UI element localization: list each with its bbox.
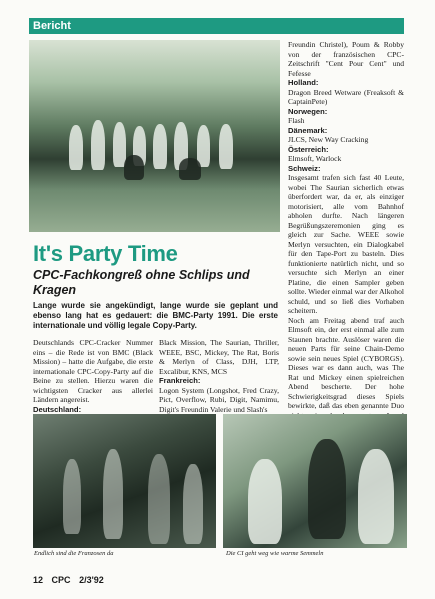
paragraph: Noch am Freitag abend traf auch Elmsoft ein, der erst einmal alle zum Staunen brachte. Auslöser waren die neuen Parts für seine Chain-Demo sowie sein neues Spiel (CYBORGS). Dieses war es dann auch, was The Rat und Mickey einen spielreichen Abend bescherte. Der hohe Schwierigkeitsgrad dieses Spiels bewirkte, daß das eben genannte Duo — [288, 315, 404, 410]
article-headline: It's Party Time — [33, 241, 178, 266]
photo-fanzine — [223, 414, 407, 548]
paragraph: Dragon Breed Wetware (Freaksoft & CaptainPete) — [288, 87, 404, 106]
article-subheadline: CPC-Fachkongreß ohne Schlips und Kragen — [33, 268, 250, 297]
text-column-1 — [33, 338, 153, 414]
country-label: Dänemark: — [288, 125, 328, 135]
paragraph: Insgesamt trafen sich fast 40 Leute, wobei The Saurian sicherlich etwas überfordert war, da er, als einziger motorisiert, alle vom Bahnhof abholen durfte. Nach längeren Begrüßungszeremonien ging es gleich zur Sache. WEEE sowie Merlyn versuchten, ein Dialogkabel für den Tape-Port zu basteln. Dies funktionierte natürlich nicht, und so versuchte sich Merlyn an einer Platine, die einen Sampler geben sollte. Wieder einmal war der Alkohol schuld, und so ließ dies Vorhaben scheitern. — [288, 173, 404, 315]
page-footer — [33, 575, 110, 585]
country-label: Frankreich: — [159, 376, 201, 385]
paragraph: JLCS, New Way Cracking — [288, 135, 369, 144]
page-number: 12 — [33, 575, 44, 585]
article-lead: Lange wurde sie angekündigt, lange wurde sie geplant und ebenso lang hat es gedauert: die BMC-Party 1991. Die erste internationale und völlig legale Copy-Party. — [33, 301, 278, 330]
photo-caption-right: Die CI geht weg wie warme Semmeln — [226, 550, 324, 557]
issue-number: 2/3'92 — [79, 575, 104, 585]
photo-caption-left: Endlich sind die Franzosen da — [34, 550, 114, 557]
paragraph: Freundin Christel), Poum & Robby von der französischen CPC-Zeitschrift "Cent Pour Cent" und Fefesse — [288, 40, 404, 78]
section-header-bar — [29, 18, 404, 34]
country-label: Norwegen: — [288, 106, 328, 116]
paragraph: Flash — [288, 116, 305, 125]
paragraph: Elmsoft, Warlock — [288, 154, 342, 163]
country-label: Schweiz: — [288, 163, 321, 173]
paragraph: Black Mission, The Saurian, Thriller, WEEE, BSC, Mickey, The Rat, Boris & Merlyn of Class, DJH, LTP, Excalibur, KNS, MCS — [159, 338, 279, 376]
section-label: Bericht — [33, 20, 71, 32]
country-label: Österreich: — [288, 144, 329, 154]
country-label: Deutschland: — [33, 404, 82, 414]
photo-french-arrival — [33, 414, 216, 548]
group-photo — [29, 40, 280, 232]
text-column-2 — [159, 338, 279, 414]
paragraph: Logon System (Longshot, Fred Crazy, Pict, Overflow, Rubi, Digit, Namimu, Digit's Freundin Valerie und Slash's — [159, 385, 279, 414]
magazine-name: CPC — [51, 575, 71, 585]
country-label: Holland: — [288, 78, 319, 87]
paragraph: Deutschlands CPC-Cracker Nummer eins – die Rede ist von BMC (Black Mission) – hatte die Aufgabe, die erste internationale CPC-Copy-Party auf die Beine zu stellen. Hierzu waren die wichtigsten Cracker aus allerlei Ländern angereist. — [33, 338, 153, 404]
